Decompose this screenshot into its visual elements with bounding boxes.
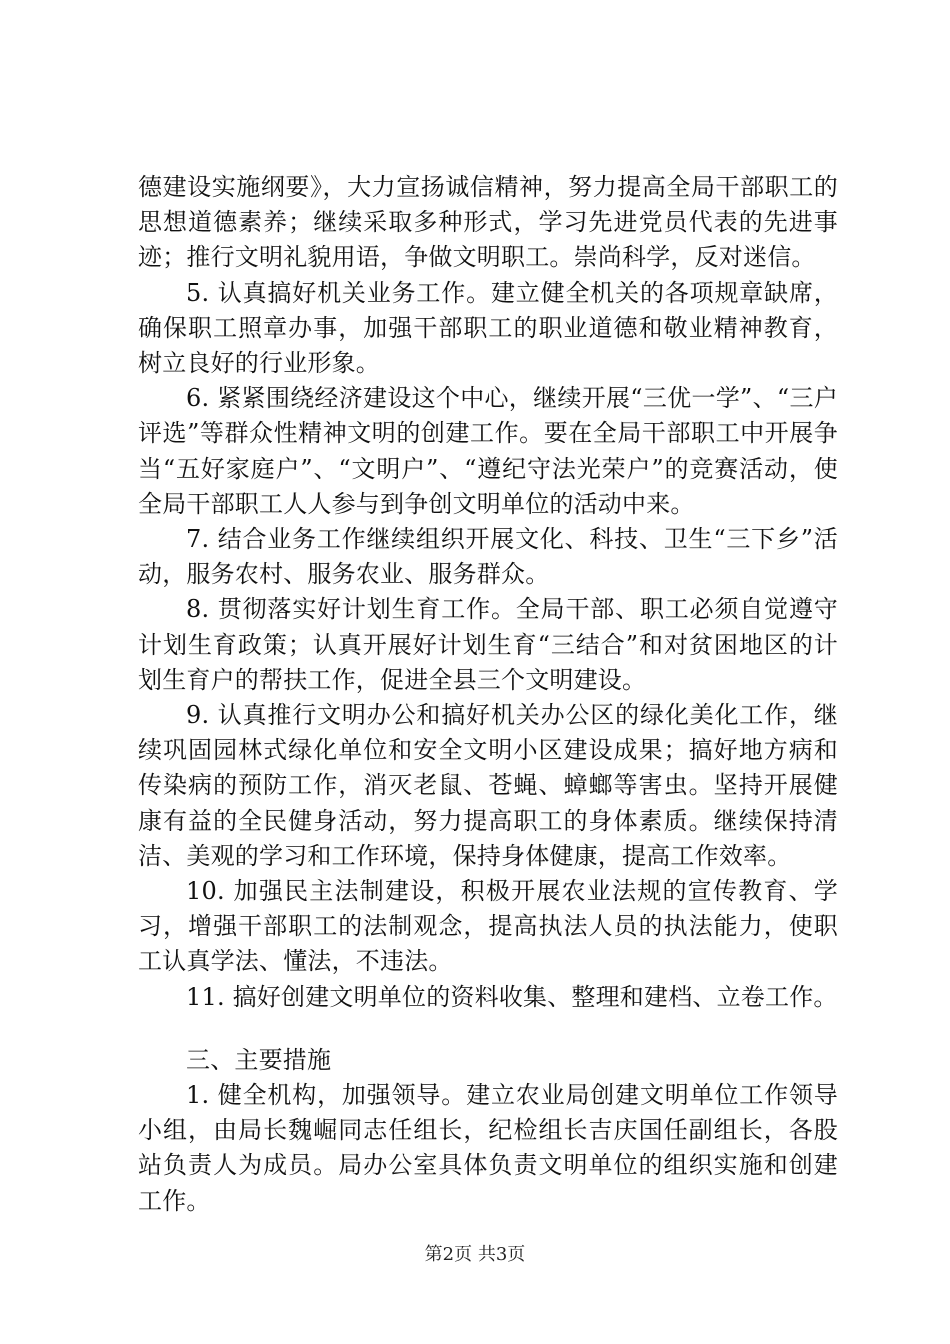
section-heading: 三、主要措施 <box>186 1045 332 1074</box>
section-spacer <box>138 1015 838 1043</box>
paragraph-item-9: 9. 认真推行文明办公和搞好机关办公区的绿化美化工作，继续巩固园林式绿化单位和安全文明小区建设成果；搞好地方病和传染病的预防工作，消灭老鼠、苍蝇、蟑螂等害虫。坚持开展健康有益的全民健身活动，努力提高职工的身体素质。继续保持清洁、美观的学习和工作环境，保持身体健康，提高工作效率。 <box>138 701 838 870</box>
paragraph-item-5: 5. 认真搞好机关业务工作。建立健全机关的各项规章缺席，确保职工照章办事，加强干部职工的职业道德和敬业精神教育，树立良好的行业形象。 <box>138 278 838 378</box>
paragraph-continuation: 德建设实施纲要》，大力宣扬诚信精神，努力提高全局干部职工的思想道德素养；继续采取多种形式，学习先进党员代表的先进事迹；推行文明礼貌用语，争做文明职工。崇尚科学，反对迷信。 <box>138 173 838 272</box>
paragraph-item-10: 10. 加强民主法制建设，积极开展农业法规的宣传教育、学习，增强干部职工的法制观念，提高执法人员的执法能力，使职工认真学法、懂法，不违法。 <box>138 877 838 976</box>
paragraph-measure-1: 1. 健全机构，加强领导。建立农业局创建文明单位工作领导小组，由局长魏崛同志任组长，纪检组长吉庆国任副组长，各股站负责人为成员。局办公室具体负责文明单位的组织实施和创建工作。 <box>138 1081 838 1215</box>
document-body <box>138 170 838 1219</box>
paragraph-item-7: 7. 结合业务工作继续组织开展文化、科技、卫生“三下乡”活动，服务农村、服务农业、服务群众。 <box>138 525 838 589</box>
page-number: 第2页 共3页 <box>424 1244 526 1265</box>
paragraph-item-8: 8. 贯彻落实好计划生育工作。全局干部、职工必须自觉遵守计划生育政策；认真开展好计划生育“三结合”和对贫困地区的计划生育户的帮扶工作，促进全县三个文明建设。 <box>138 595 838 694</box>
paragraph-item-6: 6. 紧紧围绕经济建设这个中心，继续开展“三优一学”、“三户评选”等群众性精神文明的创建工作。要在全局干部职工中开展争当“五好家庭户”、“文明户”、“遵纪守法光荣户”的竞赛活动，使全局干部职工人人参与到争创文明单位的活动中来。 <box>138 384 838 518</box>
paragraph-item-11: 11. 搞好创建文明单位的资料收集、整理和建档、立卷工作。 <box>186 982 838 1011</box>
